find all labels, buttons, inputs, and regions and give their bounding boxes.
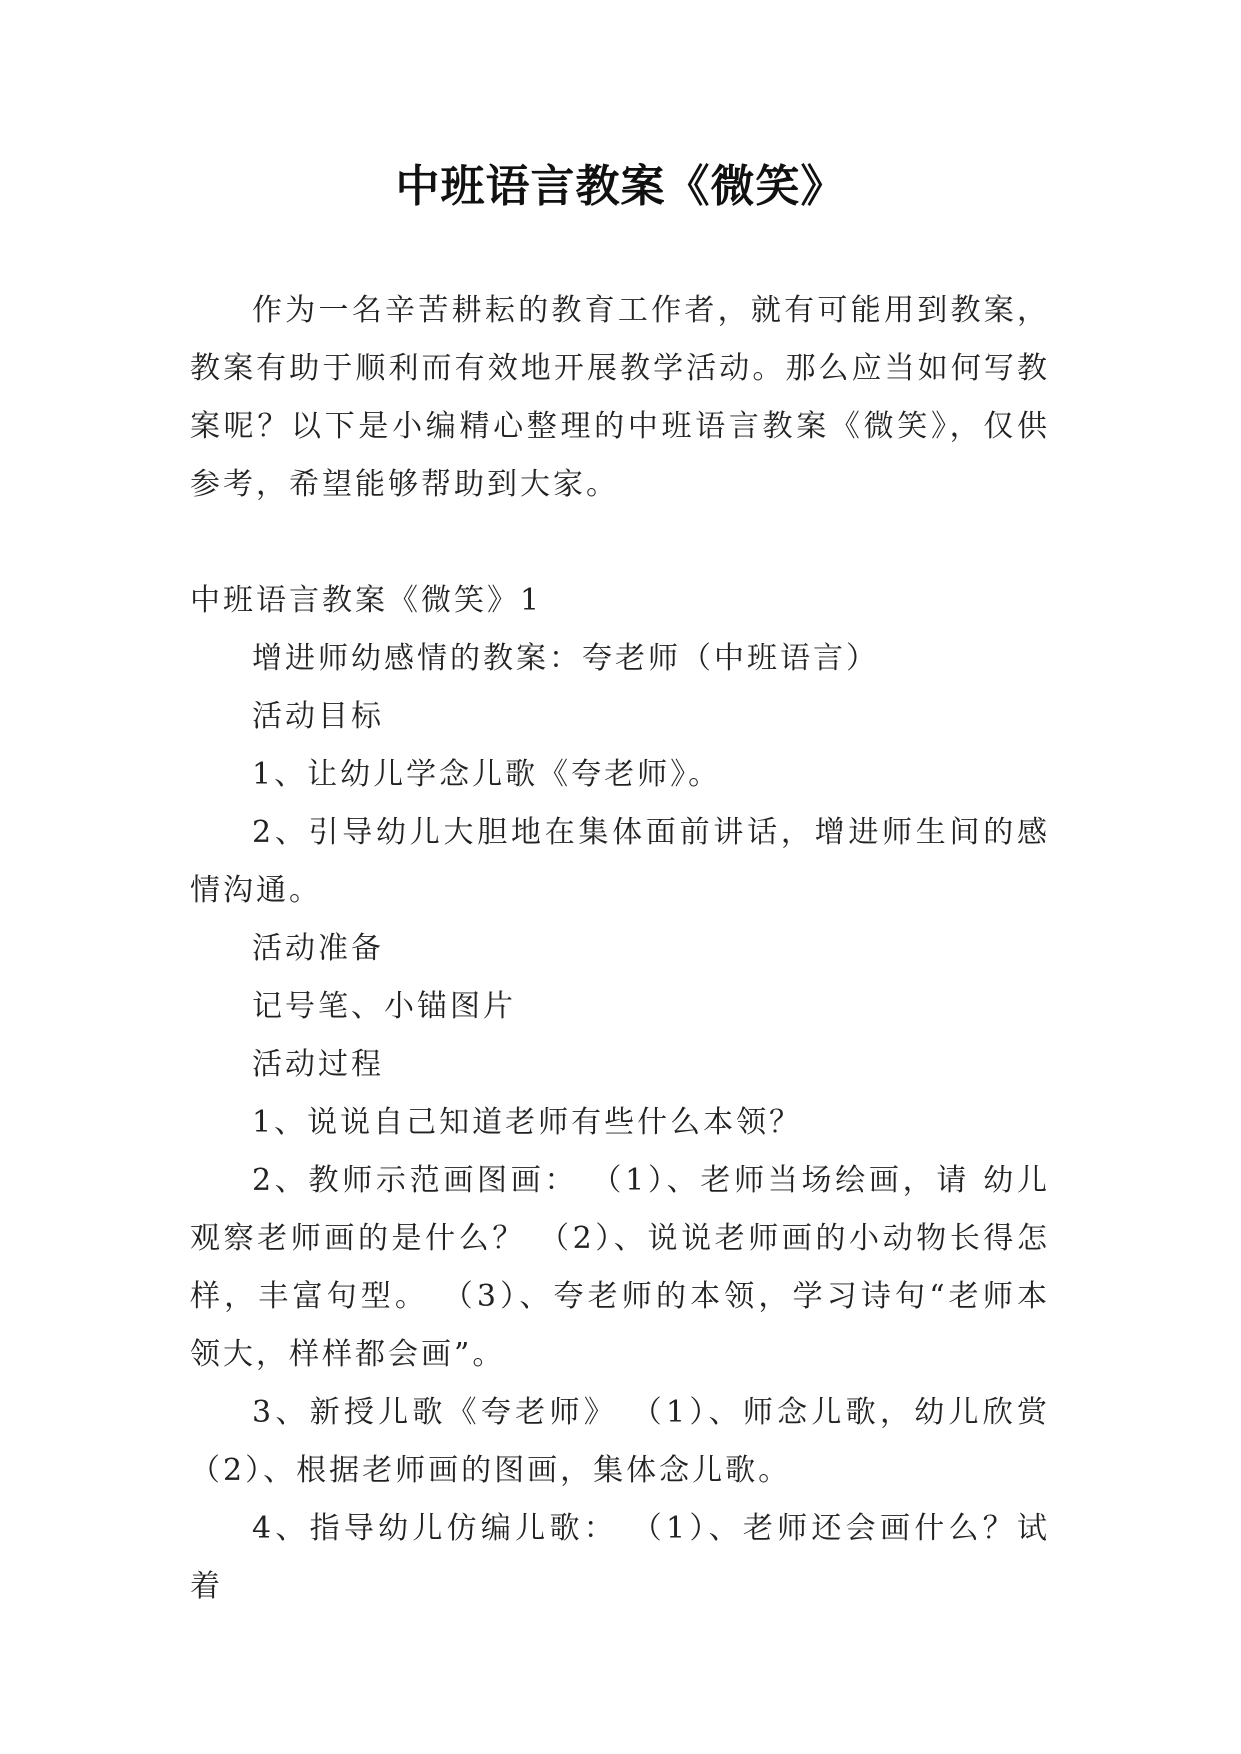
process-step-3: 3、新授儿歌《夸老师》 （1）、师念儿歌，幼儿欣赏 （2）、根据老师画的图画，集体念儿歌。 — [190, 1395, 1050, 1488]
intro-paragraph: 作为一名辛苦耕耘的教育工作者，就有可能用到教案，教案有助于顺利而有效地开展教学活动。那么应当如何写教案呢？以下是小编精心整理的中班语言教案《微笑》，仅供参考，希望能够帮助到大家。 — [190, 293, 1050, 502]
heading-activity-goals: 活动目标 — [252, 699, 384, 734]
paragraph-topic: 增进师幼感情的教案：夸老师（中班语言） — [252, 641, 879, 676]
process-step-2: 2、教师示范画图画： （1）、老师当场绘画，请 幼儿观察老师画的是什么？ （2）、说说老师画的小动物长得怎样，丰富句型。 （3）、夸老师的本领，学习诗句“老师本领大，样样都会画”。 — [190, 1163, 1050, 1372]
process-step-1: 1、说说自己知道老师有些什么本领？ — [252, 1105, 803, 1140]
goal-item-1: 1、让幼儿学念儿歌《夸老师》。 — [252, 757, 722, 792]
heading-activity-preparation: 活动准备 — [252, 931, 384, 966]
goal-item-2: 2、引导幼儿大胆地在集体面前讲话，增进师生间的感情沟通。 — [190, 815, 1050, 908]
process-step-4: 4、指导幼儿仿编儿歌： （1）、老师还会画什么？试着 — [190, 1511, 1050, 1604]
preparation-materials: 记号笔、小锚图片 — [252, 989, 516, 1024]
document-body — [190, 282, 1050, 1616]
heading-activity-process: 活动过程 — [252, 1047, 384, 1082]
section-heading: 中班语言教案《微笑》1 — [190, 583, 543, 618]
document-title: 中班语言教案《微笑》 — [395, 161, 846, 212]
